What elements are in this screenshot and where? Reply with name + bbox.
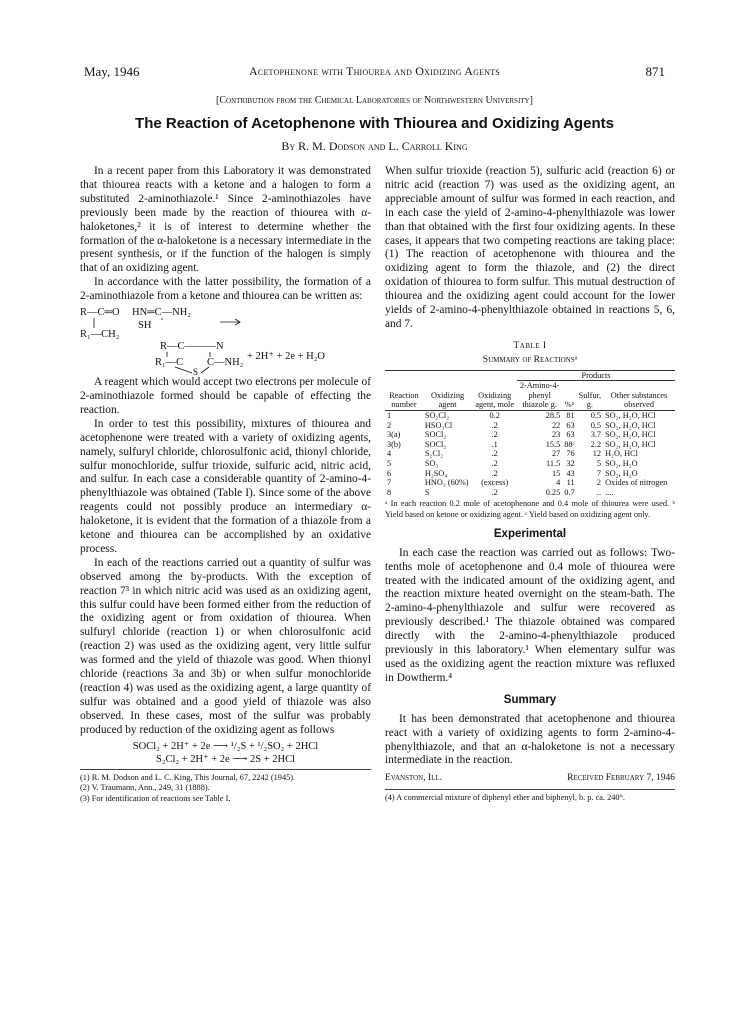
table-row bbox=[385, 469, 675, 479]
table-cell: .1 bbox=[491, 439, 498, 449]
equation-monochloride: S₂Cl₂ + 2H⁺ + 2e ⟶ 2S + 2HCl bbox=[155, 753, 296, 765]
table-cell: 76 bbox=[566, 449, 575, 459]
table-cell: SO₂Cl₂ bbox=[424, 411, 450, 421]
author-line: By R. M. Dodson and L. Carroll King bbox=[281, 139, 468, 153]
table-cell: 63 bbox=[566, 430, 575, 440]
table-cell: S₂Cl₂ bbox=[424, 449, 444, 459]
table-row bbox=[385, 421, 675, 431]
table-cell: 6 bbox=[387, 468, 392, 478]
footnote-1: (1) R. M. Dodson and L. C. King, This Journal, 67, 2242 (1945). bbox=[80, 772, 296, 782]
table-cell: 2 bbox=[596, 478, 602, 488]
table-cell: 15.5 bbox=[545, 439, 561, 449]
table-cell: HNO₃ (60%) bbox=[424, 478, 469, 488]
equation-thionyl: SOCl₂ + 2H⁺ + 2e ⟶ ¹/₂S + ¹/₂SO₂ + 2HCl bbox=[132, 740, 319, 752]
place: Evanston, Ill. bbox=[385, 773, 443, 784]
table-subtitle: Summary of Reactionsᵃ bbox=[482, 354, 578, 365]
table-cell: SO₂, H₂O, HCl bbox=[605, 439, 656, 449]
col-header-percent: %ᵇ bbox=[564, 400, 575, 410]
table-cell: 43 bbox=[566, 468, 575, 478]
right-column bbox=[385, 165, 675, 804]
table-row bbox=[385, 440, 675, 450]
col-header-reaction: Reaction number bbox=[389, 390, 419, 410]
table-cell: .2 bbox=[491, 459, 498, 469]
table-cell: H₂SO₄ bbox=[424, 468, 448, 478]
table-cell: SO₂, H₂O, HCl bbox=[605, 420, 656, 430]
table-footnote: ᵃ In each reaction 0.2 mole of acetophenone and 0.4 mole of thiourea were used. ᵇ Yield based on ketone or oxidizing agent. ᶜ Yield based on oxidizing agent only. bbox=[385, 499, 675, 519]
footnote-3: (3) For identification of reactions see Table I. bbox=[80, 793, 231, 803]
running-title: Acetophenone with Thiourea and Oxidizing Agents bbox=[249, 64, 500, 78]
table-row bbox=[385, 411, 675, 421]
table-row bbox=[385, 459, 675, 469]
table-cell: 3(a) bbox=[387, 430, 401, 440]
table-cell: (excess) bbox=[481, 478, 509, 488]
col-header-sulfur: Sulfur, g. bbox=[578, 390, 602, 410]
reaction-scheme bbox=[80, 304, 371, 376]
table-cell: 5 bbox=[596, 459, 602, 469]
table-cell: 28.5 bbox=[545, 411, 561, 421]
table-cell: 23 bbox=[551, 430, 561, 440]
received-date: Received February 7, 1946 bbox=[567, 773, 675, 784]
table-cell: 0.25 bbox=[545, 487, 561, 497]
table-cell: .... bbox=[605, 487, 614, 497]
paragraph: A reagent which would accept two electrons per molecule of 2-aminothiazole formed should be capable of effecting the reaction. bbox=[80, 376, 371, 416]
table-row bbox=[385, 449, 675, 459]
table-cell: SO₂, H₂O, HCl bbox=[605, 430, 656, 440]
section-heading-summary: Summary bbox=[503, 693, 557, 706]
table-cell: SO₂, H₂O, HCl bbox=[605, 411, 656, 421]
scheme-alkyl: R₁—CH₂ bbox=[80, 329, 120, 341]
table-cell: 63 bbox=[566, 420, 575, 430]
table-cell: 3(b) bbox=[387, 439, 401, 449]
table-cell: .2 bbox=[491, 430, 498, 440]
table-cell: 2 bbox=[387, 420, 392, 430]
table-cell: HSO₃Cl bbox=[424, 420, 453, 430]
table-cell: 88ᶜ bbox=[564, 439, 575, 449]
table-cell: .2 bbox=[491, 449, 498, 459]
table-cell: 0.5 bbox=[590, 420, 602, 430]
col-header-products: Products bbox=[517, 370, 675, 381]
footnote-2: (2) V. Traumann, Ann., 249, 31 (1888). bbox=[80, 783, 210, 793]
table-cell: 7 bbox=[596, 468, 602, 478]
table-cell: 5 bbox=[387, 459, 392, 469]
paragraph: In a recent paper from this Laboratory it was demonstrated that thiourea reacts with a ketone and a halogen to form a substituted 2-aminothiazole.¹ Since 2-aminothiazoles have previously been made by the reaction of thiourea with α-haloketones,² it is of interest to determine whether the formation of the α-haloketone is a necessary intermediate in the present synthesis, or if the function of the halogen is simply that of an oxidizing agent. bbox=[80, 165, 371, 275]
table-row bbox=[385, 488, 675, 498]
table-row bbox=[385, 478, 675, 488]
table-cell: 27 bbox=[551, 449, 561, 459]
scheme-thiol: SH bbox=[138, 320, 152, 332]
table-cell: 0.5 bbox=[590, 411, 602, 421]
table-cell: .. bbox=[596, 487, 602, 497]
table-cell: Oxides of nitrogen bbox=[605, 478, 668, 488]
table-cell: .2 bbox=[491, 468, 498, 478]
paragraph: In each of the reactions carried out a quantity of sulfur was observed among the by-products. With the exception of reaction 7³ in which nitric acid was used as an oxidizing agent, this sulfur could have been formed either from the reduction of the oxidizing agent or from oxidation of thiourea. When sulfuryl chloride (reaction 1) or when chlorosulfonic acid (reaction 2) was used as the oxidizing agent, very little sulfur was formed and the yield of thiazole was good. When thionyl chloride (reactions 3a and 3b) or when sulfur monochloride (reaction 4) was used as the oxidizing agent, a large quantity of sulfur was obtained and a good yield of thiazole was also observed. In these cases, most of the sulfur was probably produced by reduction of the oxidizing agent as follows bbox=[80, 556, 371, 736]
scheme-ring-right: C—NH₂ bbox=[207, 357, 244, 369]
paragraph: In order to test this possibility, mixtures of thiourea and acetophenone were treated with a variety of oxidizing agents, namely, sulfuryl chloride, chlorosulfonic acid, thionyl chloride, sulfur monochloride, sulfur trioxide, sulfuric acid, nitric acid, and sulfur. In each case a considerable quantity of 2-amino-4-phenylthiazole was obtained (Table I). Since some of the above reagents could not possibly produce an intermediary α-haloketone, it is evident that the formation of a thiazole from a ketone and thiourea can be accomplished by an oxidative process. bbox=[80, 417, 371, 555]
table-cell: 4 bbox=[556, 478, 561, 488]
paragraph: In each case the reaction was carried out as follows: Two-tenths mole of acetophenone and 0.4 mole of thiourea were treated with the indicated amount of the oxidizing agent, and the reaction mixture heated overnight on the steam-bath. The 2-amino-4-phenylthiazole and sulfur were recovered as previously described.¹ The thiazole obtained was compared directly with the 2-amino-4-phenylthiazole produced previously in this laboratory.¹ When elementary sulfur was used as the oxidizing agent the reaction mixture was refluxed in Dowtherm.⁴ bbox=[385, 546, 675, 684]
table-cell: 1 bbox=[387, 411, 392, 421]
scheme-thiourea: HN═C—NH₂ bbox=[132, 307, 191, 319]
table-cell: 15 bbox=[551, 468, 561, 478]
table-cell: .2 bbox=[491, 487, 498, 497]
table-cell: SO₂, H₂O bbox=[605, 459, 638, 469]
table-body bbox=[385, 411, 675, 498]
paragraph: In accordance with the latter possibility, the formation of a 2-aminothiazole from a ketone and thiourea can be written as: bbox=[80, 276, 371, 303]
paragraph: When sulfur trioxide (reaction 5), sulfuric acid (reaction 6) or nitric acid (reaction 7) was used as the oxidizing agent, an appreciable amount of sulfur was formed in each reaction, and in each case the yield of 2-amino-4-phenylthiazole was lower than that obtained with the first four oxidizing agents. In these cases, it appears that two competing reactions are taking place: (1) The reaction of acetophenone with thiourea and the oxidizing agent to form the thiazole, and (2) the direct oxidation of thiourea to form sulfur. This mutual destruction of thiourea and the oxidizing agent could account for the lower yields of 2-amino-4-phenylthiazole obtained in reactions 5, 6, and 7. bbox=[385, 165, 675, 330]
scheme-products: + 2H⁺ + 2e + H₂O bbox=[247, 351, 326, 363]
table-row bbox=[385, 430, 675, 440]
reactions-table bbox=[385, 370, 675, 498]
table-cell: .2 bbox=[491, 420, 498, 430]
contribution-line: [Contribution from the Chemical Laboratories of Northwestern University] bbox=[216, 95, 533, 106]
section-heading-experimental: Experimental bbox=[493, 527, 567, 540]
table-cell: 2.2 bbox=[590, 439, 602, 449]
table-cell: 11.5 bbox=[546, 459, 561, 469]
table-cell: 4 bbox=[387, 449, 392, 459]
scheme-ring-sulfur: S bbox=[193, 367, 199, 377]
col-header-mole: Oxidizing agent, mole bbox=[475, 390, 515, 410]
left-column bbox=[80, 165, 371, 804]
table-cell: 22 bbox=[551, 420, 561, 430]
paragraph: It has been demonstrated that acetophenone and thiourea react with a variety of oxidizing agents to form 2-amino-4-phenylthiazole, and that an α-haloketone is not a necessary intermediate in the reaction. bbox=[385, 712, 675, 767]
scheme-ketone: R—C═O bbox=[80, 307, 120, 319]
signature-line bbox=[385, 772, 675, 785]
table-cell: H₂O, HCl bbox=[605, 449, 638, 459]
table-cell: 0.2 bbox=[489, 411, 500, 421]
footnote-4: (4) A commercial mixture of diphenyl ether and biphenyl, b. p. ca. 240°. bbox=[385, 789, 675, 804]
col-header-agent: Oxidizing agent bbox=[431, 390, 465, 410]
table-title: Table I bbox=[513, 340, 547, 351]
col-header-thiazole-g: 2-Amino-4-phenyl thiazole g. bbox=[519, 381, 560, 410]
table-cell: SOCl₂ bbox=[424, 439, 447, 449]
issue-date: May, 1946 bbox=[84, 64, 140, 79]
table-cell: SO₂, H₂O bbox=[605, 468, 638, 478]
equations bbox=[80, 740, 371, 766]
table-cell: 3.7 bbox=[590, 430, 602, 440]
table-cell: S bbox=[424, 487, 430, 497]
scheme-ring-left: R₁—C bbox=[155, 357, 184, 369]
scheme-ring-top: R—C———N bbox=[160, 341, 224, 353]
page-number: 871 bbox=[645, 64, 665, 79]
table-cell: 81 bbox=[566, 411, 575, 421]
table-cell: 7 bbox=[387, 478, 392, 488]
table-cell: 0.7 bbox=[564, 487, 575, 497]
table-cell: 12 bbox=[592, 449, 602, 459]
table-cell: SO₃ bbox=[424, 459, 439, 469]
footnotes bbox=[80, 769, 371, 805]
article-title: The Reaction of Acetophenone with Thiourea and Oxidizing Agents bbox=[135, 115, 614, 132]
thiazole-formation-scheme bbox=[80, 304, 371, 376]
table-cell: 32 bbox=[566, 459, 575, 469]
table-cell: 11 bbox=[566, 478, 575, 488]
running-head bbox=[84, 64, 665, 82]
table-cell: 8 bbox=[387, 487, 392, 497]
table-cell: SOCl₂ bbox=[424, 430, 447, 440]
col-header-other: Other substances observed bbox=[610, 390, 668, 410]
